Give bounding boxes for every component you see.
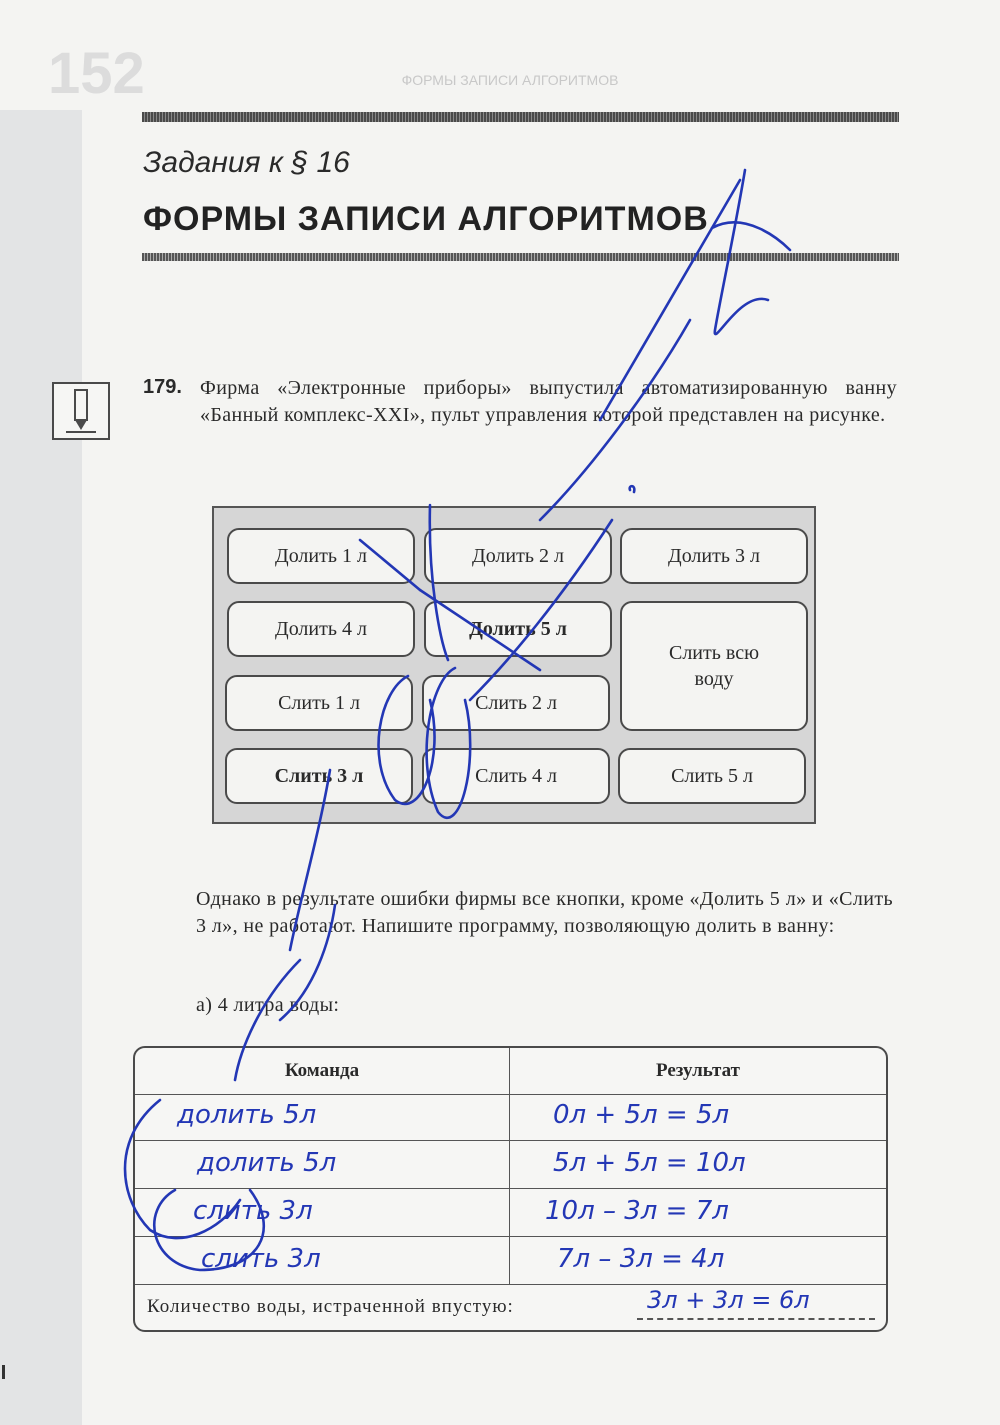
table-row-3-command: слить 3л bbox=[193, 1196, 313, 1226]
table-row-4-result: 7л – 3л = 4л bbox=[557, 1244, 725, 1274]
table-row-4-command: слить 3л bbox=[201, 1244, 321, 1274]
table-row-1-result: 0л + 5л = 5л bbox=[553, 1100, 730, 1130]
panel-button-add-3l: Долить 3 л bbox=[620, 528, 808, 584]
panel-button-drain-all: Слить всю воду bbox=[620, 601, 808, 731]
row-divider bbox=[135, 1188, 886, 1189]
margin-mark bbox=[2, 1365, 5, 1379]
task-text: Фирма «Электронные приборы» выпустила автоматизированную ванну «Банный комплекс-XXI», пульт управления которой представлен на рисунке. bbox=[200, 377, 897, 426]
page-margin-strip bbox=[0, 110, 82, 1425]
panel-button-drain-4l: Слить 4 л bbox=[422, 748, 610, 804]
column-header-result: Результат bbox=[656, 1060, 740, 1081]
panel-button-add-4l: Долить 4 л bbox=[227, 601, 415, 657]
wasted-water-answer: 3л + 3л = 6л bbox=[647, 1286, 810, 1314]
bleed-through-text bbox=[140, 342, 840, 358]
panel-button-add-5l: Долить 5 л bbox=[424, 601, 612, 657]
top-rule bbox=[142, 112, 899, 122]
panel-button-drain-2l: Слить 2 л bbox=[422, 675, 610, 731]
row-divider bbox=[135, 1236, 886, 1237]
bleed-through-text bbox=[140, 283, 840, 299]
row-divider bbox=[135, 1140, 886, 1141]
answer-table bbox=[133, 1046, 888, 1332]
bleed-through-text bbox=[140, 314, 840, 330]
page-number-show-through: 152 bbox=[48, 41, 145, 106]
task-condition: Однако в результате ошибки фирмы все кнопки, кроме «Долить 5 л» и «Слить 3 л», не работают. Напишите программу, позволяющую долить в ванну: bbox=[196, 888, 893, 937]
table-row-2-command: долить 5л bbox=[197, 1148, 337, 1178]
answer-dashed-line bbox=[637, 1318, 875, 1320]
panel-button-drain-3l: Слить 3 л bbox=[225, 748, 413, 804]
panel-button-add-2l: Долить 2 л bbox=[424, 528, 612, 584]
title-rule bbox=[142, 253, 899, 261]
column-divider bbox=[509, 1048, 510, 1284]
table-row-1-command: долить 5л bbox=[177, 1100, 317, 1130]
section-subtitle: Задания к § 16 bbox=[143, 146, 350, 179]
bath-control-panel bbox=[212, 506, 816, 824]
section-title: ФОРМЫ ЗАПИСИ АЛГОРИТМОВ bbox=[143, 200, 709, 238]
table-row-2-result: 5л + 5л = 10л bbox=[553, 1148, 746, 1178]
column-header-command: Команда bbox=[284, 1060, 360, 1081]
task-number: 179. bbox=[143, 376, 182, 398]
wasted-water-label: Количество воды, истраченной впустую: bbox=[147, 1296, 514, 1317]
panel-button-drain-5l: Слить 5 л bbox=[618, 748, 806, 804]
pencil-icon bbox=[52, 382, 110, 440]
running-head: ФОРМЫ ЗАПИСИ АЛГОРИТМОВ bbox=[401, 72, 619, 88]
table-row-3-result: 10л – 3л = 7л bbox=[545, 1196, 729, 1226]
panel-button-drain-1l: Слить 1 л bbox=[225, 675, 413, 731]
subtask-a: а) 4 литра воды: bbox=[196, 994, 340, 1016]
panel-button-add-1l: Долить 1 л bbox=[227, 528, 415, 584]
row-divider bbox=[135, 1094, 886, 1095]
row-divider bbox=[135, 1284, 886, 1285]
